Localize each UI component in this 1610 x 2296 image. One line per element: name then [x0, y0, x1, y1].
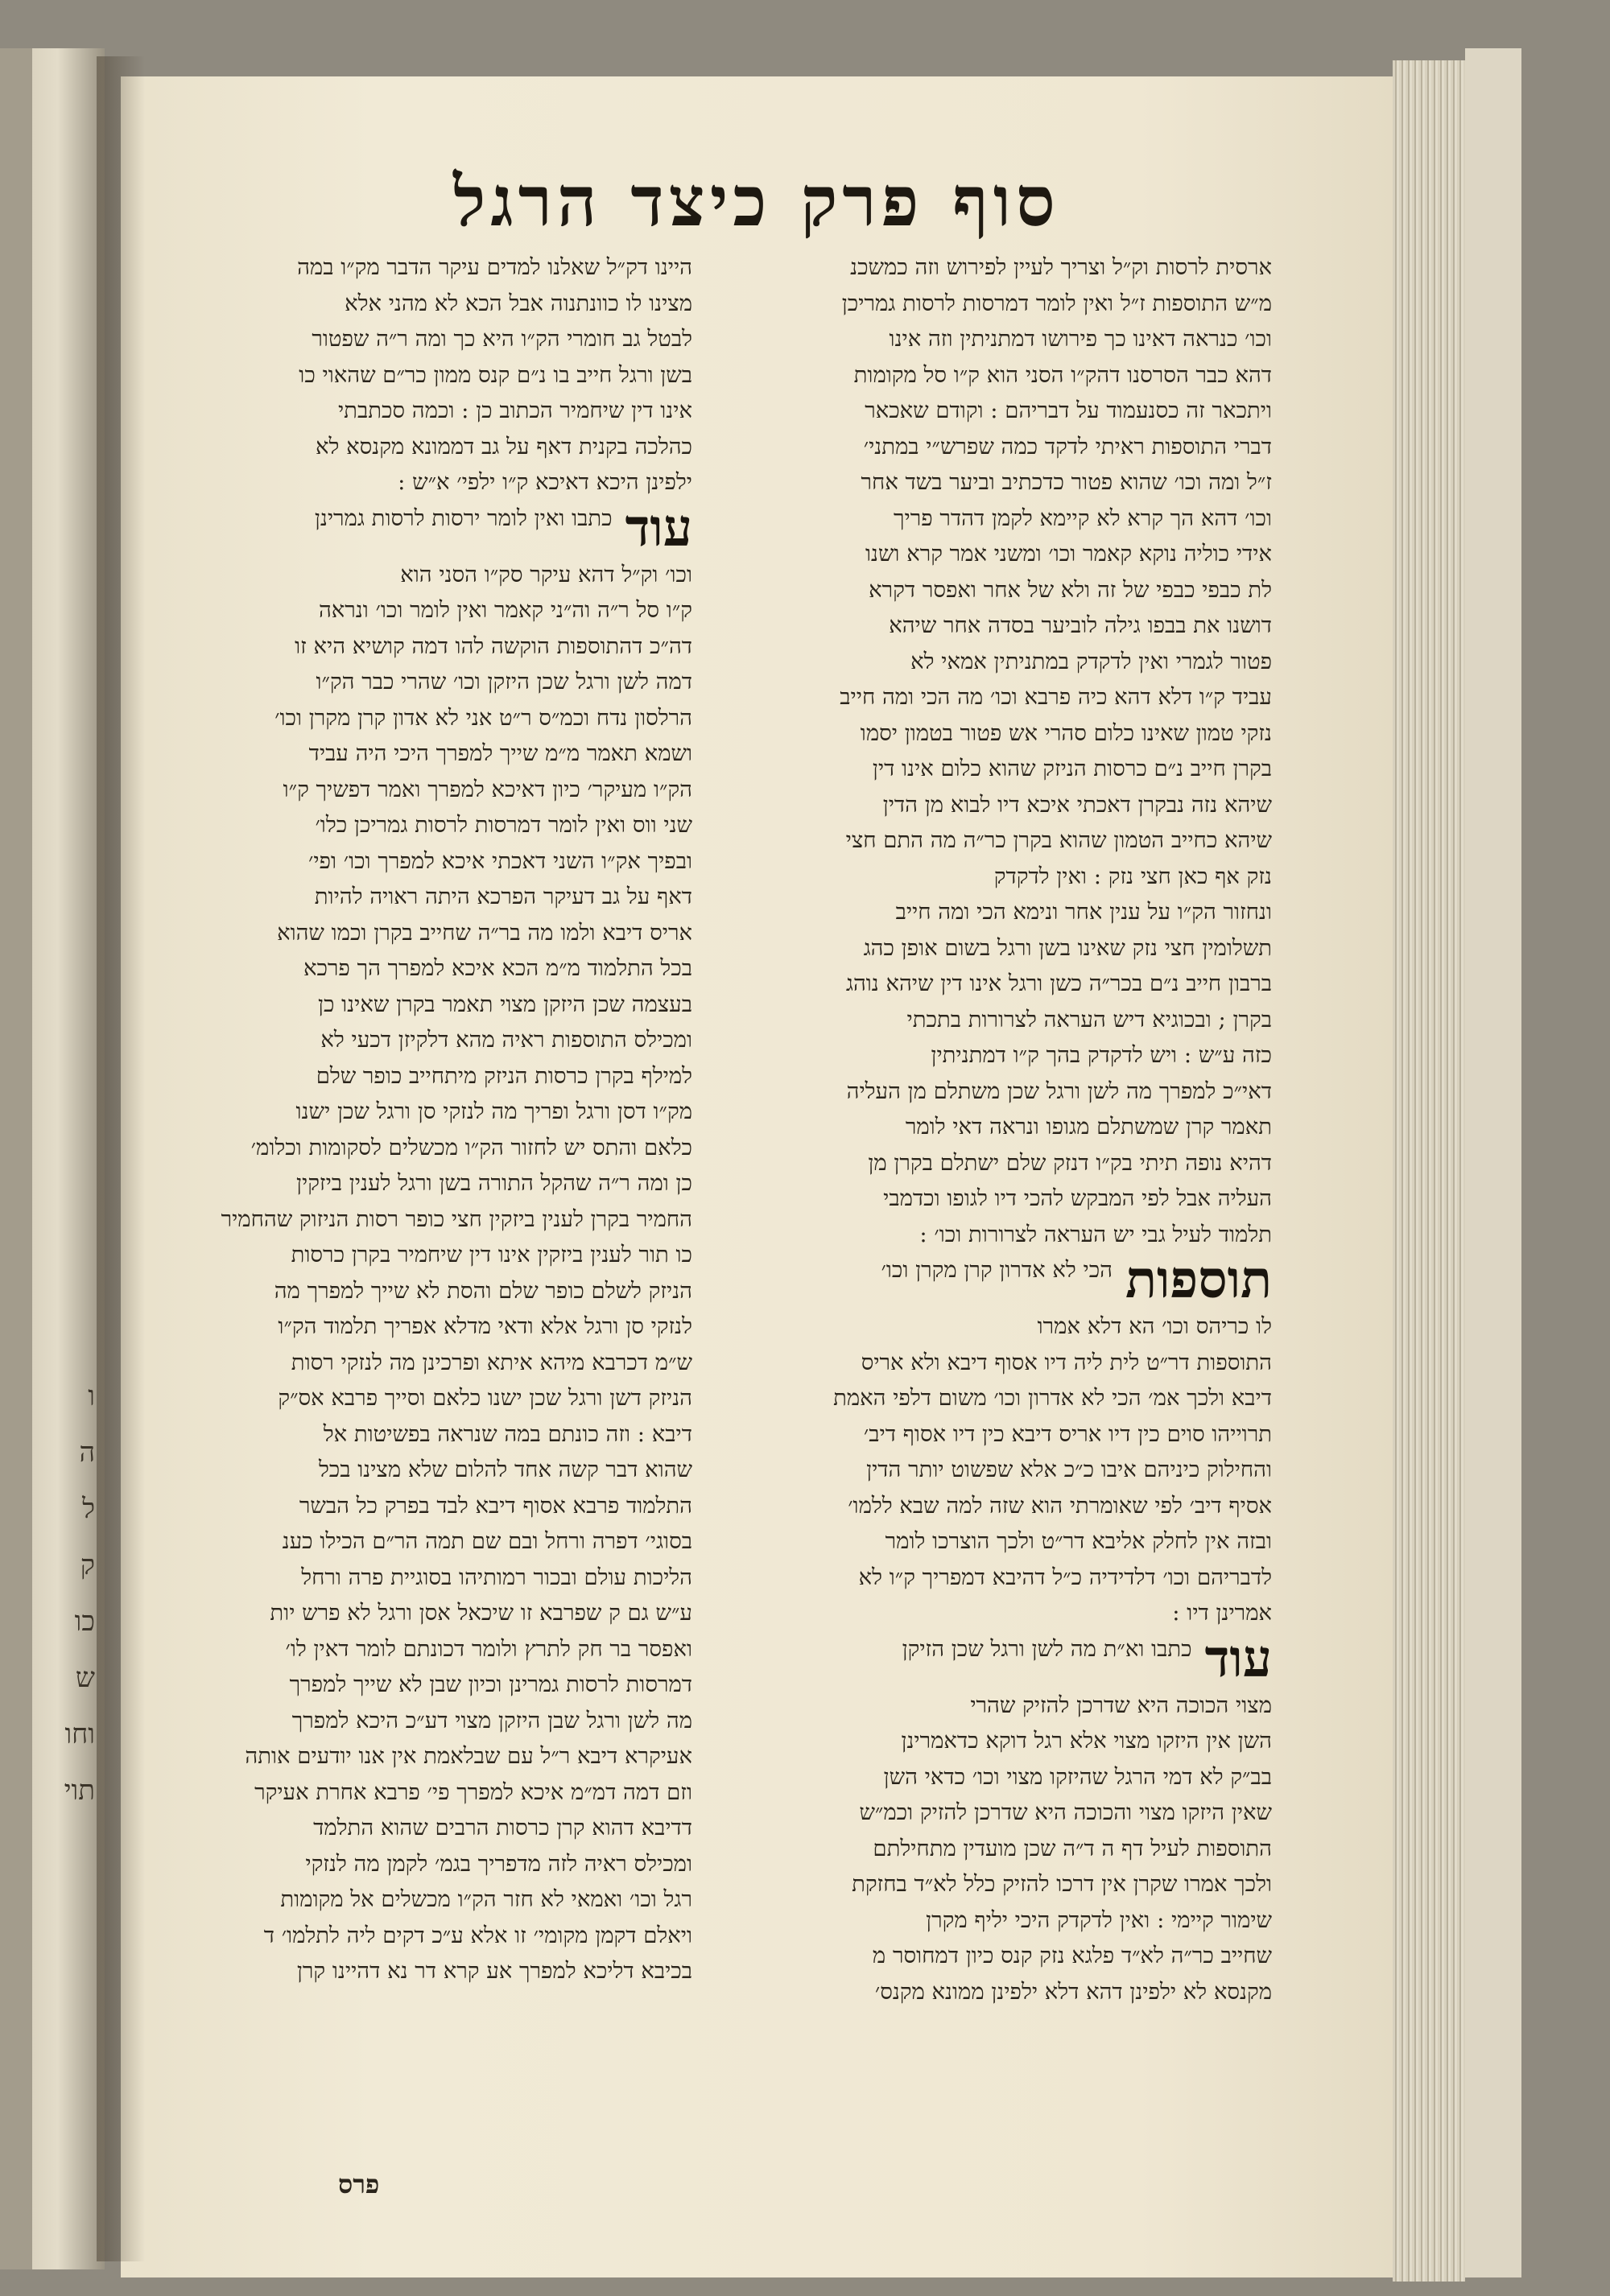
text-line: דושנו את בבפו גילה לוביער בסדה אחר שיהא: [889, 612, 1272, 638]
edge-fragment: ו: [88, 1380, 95, 1412]
text-line: מצינו לו כוונתנוה אבל הכא לא מהני אלא: [345, 290, 692, 316]
text-line: ובפיך אק״ו השני דאכתי איכא למפרך וכו׳ ופי׳: [308, 847, 692, 874]
text-line: דברי התוספות ראיתי לדקד כמה שפרש״י במתני׳: [863, 433, 1272, 460]
text-line: שאין היזקו מצוי והכוכה היא שדרכן להזיק וכמ״ש: [859, 1799, 1272, 1825]
text-line: לבטל גב חומרי הק״ו היא כך ומה ר״ה שפטור: [312, 326, 692, 352]
text-line: עביד ק״ו דלא דהא כיה פרבא וכו׳ מה הכי ומה חייב: [840, 684, 1272, 710]
od-block-right: [749, 1631, 1272, 1688]
text-line: שהוא דבר קשה אחד להלום שלא מצינו בכל: [318, 1457, 692, 1482]
text-line: ומכילס התוספות ראיה מהא דלקיזן דכעי לא: [320, 1027, 692, 1053]
text-line: ע״ש גם ק שפרבא זו שיכאל אסן ורגל לא פרש יות: [270, 1600, 692, 1626]
text-line: לנזקי סן ורגל אלא ודאי מדלא אפריך תלמוד הק״ו: [278, 1313, 692, 1339]
text-line: היינו דק״ל שאלנו למדים עיקר הדבר מק״ו במה: [297, 254, 692, 280]
od-block-left: [169, 501, 692, 557]
text-line: ונחזור הק״ו על ענין אחר ונימא הכי ומה חייב: [895, 899, 1272, 925]
edge-fragment: ק: [80, 1549, 95, 1581]
od-text-left: [169, 557, 692, 1989]
text-line: אסיף דיב׳ לפי שאומרתי הוא שזה למה שבא ללמו׳: [848, 1492, 1272, 1519]
text-line: דהיא נופה תיתי בק״ו דנזק שלם ישתלם בקרן מן: [868, 1149, 1272, 1176]
text-line: אינו דין שיחמיר הכתוב כן : וכמה סכתבתי: [337, 398, 692, 423]
text-line: תשלומין חצי נזק שאינו בשן ורגל בשום אופן כהג: [863, 934, 1272, 961]
tosefet-block: [749, 1252, 1272, 1309]
left-column: [169, 249, 692, 1989]
text-line: מצוי הכוכה היא שדרכן להזיק שהרי: [970, 1692, 1272, 1718]
text-line: נזקי טמון שאינו כלום סהרי אש פטור בטמון יסמו: [860, 719, 1272, 746]
text-line: נזק אף כאן חצי נזק : ואין לדקדק: [993, 863, 1272, 889]
text-line: למילף בקרן כרסות הניזק מיתחייב כופר שלם: [316, 1062, 692, 1089]
text-line: כזה ע״ש : ויש לדקדק בהך ק״ו דמתניתין: [931, 1042, 1272, 1068]
text-line: דהא כבר הסרסנו דהק״ו הסני הוא ק״ו סל מקומות: [853, 361, 1272, 388]
text-line: ברבון חייב נ״ם בכר״ה כשן ורגל אינו דין שיהא נוהג: [845, 971, 1272, 996]
text-line: כהלכה בקנית דאף על גב דממונא מקנסא לא: [316, 433, 692, 460]
text-line: השן אין היזקו מצוי אלא רגל דוקא כדאמרינן: [901, 1728, 1272, 1754]
text-line: וכו׳ דהא הך קרא לא קיימא לקמן דהדר פריך: [893, 505, 1272, 531]
text-line: שימור קיימי : ואין לדקדק היכי יליף מקרן: [926, 1906, 1272, 1933]
text-line: העליה אבל לפי המבקש להכי דיו לגופו וכדמבי: [883, 1185, 1272, 1211]
text-line: לדבריהם וכו׳ דלדידיה כ״ל דהיבא דמפריך ק״ו לא: [858, 1564, 1272, 1590]
running-head: סוף פרק כיצד הרגל: [453, 161, 1060, 242]
facing-page-gutter: [0, 48, 32, 2269]
edge-fragment: כו: [74, 1606, 95, 1638]
od-lead-text-left: כתבו ואין לומר ירסות לרסות גמרינן: [314, 505, 613, 531]
text-line: תאמר קרן שמשתלם מגופו ונראה דאי לומר: [905, 1114, 1272, 1140]
text-line: לו כריהס וכו׳ הא דלא אמרו: [1037, 1313, 1272, 1339]
text-line: רגל וכו׳ ואמאי לא חזר הק״ו מכשלים אל מקומות: [280, 1886, 692, 1912]
text-line: ויתכאר זה כסנעמוד על דבריהם : וקודם שאכאר: [865, 398, 1272, 423]
text-line: תרוייהו סוים כין דיו אריס דיבא כין דיו אסוף דיב׳: [863, 1420, 1272, 1447]
od-text-right: [749, 1688, 1272, 2010]
text-line: ש״מ דכרבא מיהא איתא ופרכינן מה לנזקי רסות: [291, 1349, 692, 1375]
text-line: ושמא תאמר מ״מ שייך למפרך היכי היה עביד: [308, 740, 692, 766]
text-line: הניזק דשן ורגל שכן ישנו כלאם וסייך פרבא אס״ק: [278, 1385, 692, 1411]
text-line: ובזה אין לחלק אליבא דר״ט ולכך הוצרכו לומר: [885, 1528, 1272, 1554]
text-line: אמרינן דיו :: [1172, 1600, 1272, 1626]
tosefet-lead-text: הכי לא אדרון קרן מקרן וכו׳: [881, 1257, 1113, 1283]
edge-fragment: וחו: [64, 1718, 95, 1750]
text-line: דיבא : וזה כונתם במה שנראה בפשיטות אל: [323, 1420, 692, 1447]
page-edges: [1393, 60, 1465, 2282]
text-line: ומכילס ראיה לזה מדפריך בגמ׳ לקמן מה לנזקי: [305, 1850, 692, 1877]
text-line: דמרסות לרסות גמרינן וכיון שבן לא שייך למפרך: [289, 1672, 692, 1697]
text-line: התוספות דר״ט לית ליה דיו אסוף דיבא ולא אריס: [861, 1349, 1272, 1375]
text-line: אעיקרא דיבא ר״ל עם שבלאמת אין אנו יודעים אותה: [245, 1743, 692, 1769]
text-line: כן ומה ר״ה שהקל התורה בשן ורגל לענין ביזקין: [295, 1170, 692, 1196]
text-line: מה לשן ורגל שבן היזקן מצוי דע״כ היכא למפרך: [291, 1707, 692, 1733]
text-line: החמיר בקרן לענין ביזקין חצי כופר רסות הניזוק שהחמיר: [221, 1206, 692, 1232]
text-line: ז״ל ומה וכו׳ שהוא פטור כדכתיב וביער בשד אחר: [861, 469, 1272, 495]
left-column-text: [169, 249, 692, 501]
text-line: שחייב כר״ה לא״ד פלגא נזק קנס כיון דמחוסר מ: [872, 1943, 1272, 1968]
text-line: כו תור לענין ביזקין אינו דין שיחמיר בקרן כרסות: [291, 1242, 692, 1268]
text-line: אריס דיבא ולמו מה בר״ה שחייב בקרן וכמו שהוא: [277, 919, 692, 946]
text-line: מקנסא לא ילפינן דהא דלא ילפינן ממונא מקנס׳: [874, 1978, 1272, 2005]
text-line: שני ווס ואין לומר דמרסות לרסות גמריכן כלו׳: [315, 812, 692, 838]
text-line: מ״ש התוספות ז״ל ואין לומר דמרסות לרסות גמריכן: [841, 290, 1272, 316]
text-line: דיבא ולכך אמ׳ הכי לא אדרון וכו׳ משום דלפי האמת: [833, 1385, 1272, 1411]
text-line: פטור לגמרי ואין לדקדק במתניתין אמאי לא: [910, 648, 1272, 674]
text-line: הק״ו מעיקר׳ כיון דאיכא למפרך ואמר דפשיך ק״ו: [283, 776, 692, 802]
right-column: [749, 249, 1272, 2010]
text-line: הרלסון נדח וכמ״ס ר״ט אני לא אדון קרן מקרן וכו׳: [275, 704, 692, 731]
text-line: דה״כ דהתוספות הוקשה להו דמה קושיא היא זו: [295, 633, 692, 659]
text-line: ילפינן היכא דאיכא ק״ו ילפי׳ א״ש :: [398, 469, 692, 495]
text-line: בשן ורגל חייב בו נ״ם קנס ממון כר״ם שהאוי כו: [299, 361, 692, 388]
text-line: דדיבא דהוא קרן כרסות הרבים שהוא התלמד: [313, 1815, 692, 1841]
text-line: בסוגי׳ דפרה ורחל ובם שם תמה הר״ם הכילו כענ: [282, 1528, 692, 1554]
text-line: ולכך אמרו שקרן אין דרכו להזיק כלל לא״ד בחזקת: [852, 1871, 1272, 1897]
text-line: בכיבא דליכא למפרך אע קרא דר נא דהיינו קרן: [296, 1958, 692, 1984]
edge-fragment: ל: [82, 1493, 95, 1525]
od-lead-text-right: כתבו וא״ת מה לשן ורגל שכן הזיקן: [902, 1635, 1192, 1662]
text-line: בב״ק לא דמי הרגל שהיזקו מצוי וכו׳ כדאי השן: [883, 1763, 1272, 1790]
tosefet-text: [749, 1309, 1272, 1631]
text-line: והחילוק כיניהם איבו כ״כ אלא שפשוט יותר הדין: [866, 1457, 1272, 1482]
text-line: לת כבפי כבפי של זה ולא של אחר ואפסר דקרא: [869, 576, 1272, 603]
text-line: כלאם והתס יש לחזור הק״ו מכשלים לסקומות וכלומ׳: [250, 1134, 692, 1160]
book-page: [121, 76, 1393, 2277]
text-line: תלמוד לעיל גבי יש העראה לצרורות וכו׳ :: [919, 1221, 1272, 1247]
text-line: בקרן ; ובכוגיא דיש העראה לצרורות בתכתי: [906, 1006, 1272, 1033]
od-heading-right: עוד: [1204, 1630, 1272, 1688]
text-line: מק״ו דסן ורגל ופריך מה לנזקי סן ורגל שכן ישנו: [295, 1099, 692, 1124]
gutter-shadow: [97, 56, 145, 2261]
text-line: דאי״כ למפרך מה לשן ורגל שכן משתלם מן העליה: [846, 1078, 1272, 1104]
text-line: התוספות לעיל דף ה ד״ה שכן מועדין מתחילתם: [873, 1835, 1272, 1861]
text-line: שיהא נזה נבקרן דאכתי איכא דיו לבוא מן הדין: [882, 791, 1272, 818]
text-line: ויאלם דקמן מקומי׳ זו אלא ע״כ דקים ליה לתלמו׳ ד: [263, 1922, 692, 1948]
facing-page-edge-text: [31, 1368, 95, 1819]
right-column-text: [749, 249, 1272, 1252]
edge-fragment: ש: [75, 1662, 95, 1694]
catchword: פרס: [338, 2169, 380, 2199]
text-line: הליכות עולם ובכור רמותיהו בסוגיית פרה ורחל: [301, 1564, 692, 1590]
od-heading-left: עוד: [625, 500, 692, 557]
edge-fragment: ה: [79, 1437, 95, 1469]
text-line: ואפסר בר חק לתרץ ולומר דכונתם לומר דאין לו׳: [285, 1635, 692, 1662]
text-line: בעצמה שכן היזקן מצוי תאמר בקרן שאינו כן: [317, 991, 692, 1017]
edge-fragment: תוי: [64, 1775, 95, 1807]
text-line: דמה לשן ורגל שכן היזקן וכו׳ שהרי כבר הק״ו: [316, 669, 692, 695]
text-line: בקרן חייב נ״ם כרסות הניזק שהוא כלום אינו דין: [872, 756, 1272, 781]
text-line: וכו׳ כנראה דאינו כך פירושו דמתניתין וזה אינו: [889, 326, 1272, 352]
text-line: שיהא כחייב הטמון שהוא בקרן כר״ה מה התם חצי: [845, 827, 1272, 853]
tosefet-heading: תוספות: [1125, 1252, 1272, 1309]
text-line: וזם דמה דמ״מ איכא למפרך פי׳ פרבא אחרת אעיקר: [254, 1779, 692, 1805]
text-line: הניזק לשלם כופר שלם והסת לא שייך למפרך מה: [274, 1277, 692, 1304]
text-line: ק״ו סל ר״ה וה״ני קאמר ואין לומר וכו׳ ונראה: [318, 597, 692, 623]
text-line: אידי כוליה נוקא קאמר וכו׳ ומשני אמר קרא ושנו: [865, 541, 1272, 567]
text-line: וכו׳ וק״ל דהא עיקר סק״ו הסני הוא: [400, 561, 692, 587]
text-line: התלמוד פרבא אסוף דיבא לבד בפרק כל הבשר: [299, 1492, 692, 1519]
book-edge: [1465, 48, 1521, 2277]
text-line: ארסית לרסות וק״ל וצריך לעיין לפירוש וזה כמשכנ: [850, 254, 1272, 280]
text-line: בכל התלמוד מ״מ הכא איכא למפרך הך פרכא: [303, 955, 692, 981]
text-line: דאף על גב דעיקר הפרכא היתה ראויה להיות: [314, 884, 692, 909]
